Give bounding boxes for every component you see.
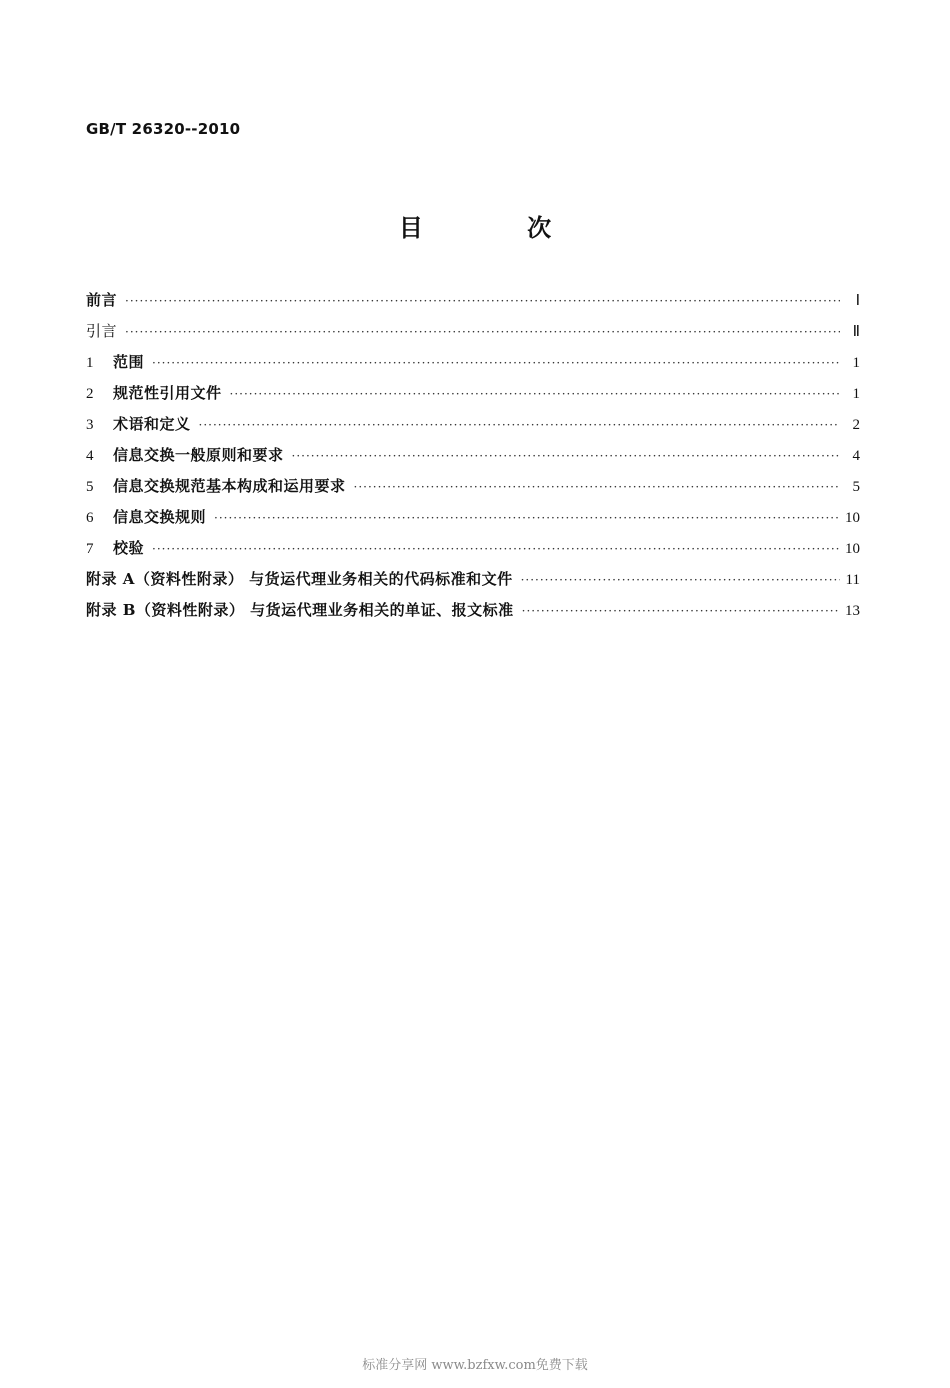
toc-entry-number: 3 — [86, 417, 94, 433]
table-of-contents — [86, 289, 860, 630]
toc-leader-dots — [199, 418, 840, 432]
toc-entry-label: 引言 — [86, 322, 118, 340]
toc-entry-annex-b[interactable] — [86, 599, 860, 630]
toc-entry-terms-definitions[interactable] — [86, 413, 860, 444]
toc-entry-label: 前言 — [86, 291, 118, 309]
toc-entry-general-principles[interactable] — [86, 444, 860, 475]
toc-entry-label: 信息交换规范基本构成和运用要求 — [113, 477, 346, 495]
toc-entry-label: 附录 B（资料性附录） 与货运代理业务相关的单证、报文标准 — [86, 601, 514, 619]
toc-entry-page: 2 — [852, 417, 860, 433]
toc-entry-basic-structure[interactable] — [86, 475, 860, 506]
toc-entry-page: 10 — [845, 541, 860, 557]
toc-leader-dots — [230, 387, 840, 401]
toc-entry-number: 2 — [86, 386, 94, 402]
toc-leader-dots — [292, 449, 840, 463]
toc-entry-label: 信息交换一般原则和要求 — [113, 446, 284, 464]
toc-entry-label: 规范性引用文件 — [113, 384, 222, 402]
toc-entry-number: 1 — [86, 355, 94, 371]
toc-entry-normative-references[interactable] — [86, 382, 860, 413]
toc-entry-page: 1 — [852, 386, 860, 402]
toc-entry-label: 校验 — [113, 539, 145, 557]
toc-entry-foreword[interactable] — [86, 289, 860, 320]
toc-entry-page: 10 — [845, 510, 860, 526]
toc-leader-dots — [152, 542, 839, 556]
toc-leader-dots — [521, 573, 840, 587]
standard-number: GB/T 26320--2010 — [86, 120, 241, 138]
toc-entry-page: 13 — [845, 603, 860, 619]
footer-watermark: 标准分享网 www.bzfxw.com免费下载 — [362, 1358, 588, 1373]
toc-entry-introduction[interactable] — [86, 320, 860, 351]
toc-leader-dots — [152, 356, 840, 370]
toc-leader-dots — [214, 511, 839, 525]
toc-entry-label: 范围 — [113, 353, 145, 371]
toc-entry-label: 术语和定义 — [113, 415, 191, 433]
toc-entry-page: 5 — [852, 479, 860, 495]
toc-entry-page: Ⅰ — [855, 293, 860, 309]
toc-entry-number: 7 — [86, 541, 94, 557]
toc-entry-number: 4 — [86, 448, 94, 464]
toc-entry-annex-a[interactable] — [86, 568, 860, 599]
toc-entry-label: 附录 A（资料性附录） 与货运代理业务相关的代码标准和文件 — [86, 570, 513, 588]
toc-leader-dots — [522, 604, 839, 618]
toc-entry-page: Ⅱ — [852, 324, 860, 340]
toc-leader-dots — [125, 294, 840, 308]
toc-title: 目 次 — [398, 214, 600, 242]
toc-entry-scope[interactable] — [86, 351, 860, 382]
toc-entry-page: 11 — [845, 572, 860, 588]
toc-entry-number: 5 — [86, 479, 94, 495]
toc-entry-number: 6 — [86, 510, 94, 526]
toc-leader-dots — [354, 480, 840, 494]
toc-entry-verification[interactable] — [86, 537, 860, 568]
toc-entry-exchange-rules[interactable] — [86, 506, 860, 537]
toc-entry-page: 1 — [852, 355, 860, 371]
toc-leader-dots — [125, 325, 840, 339]
toc-entry-page: 4 — [852, 448, 860, 464]
toc-entry-label: 信息交换规则 — [113, 508, 207, 526]
